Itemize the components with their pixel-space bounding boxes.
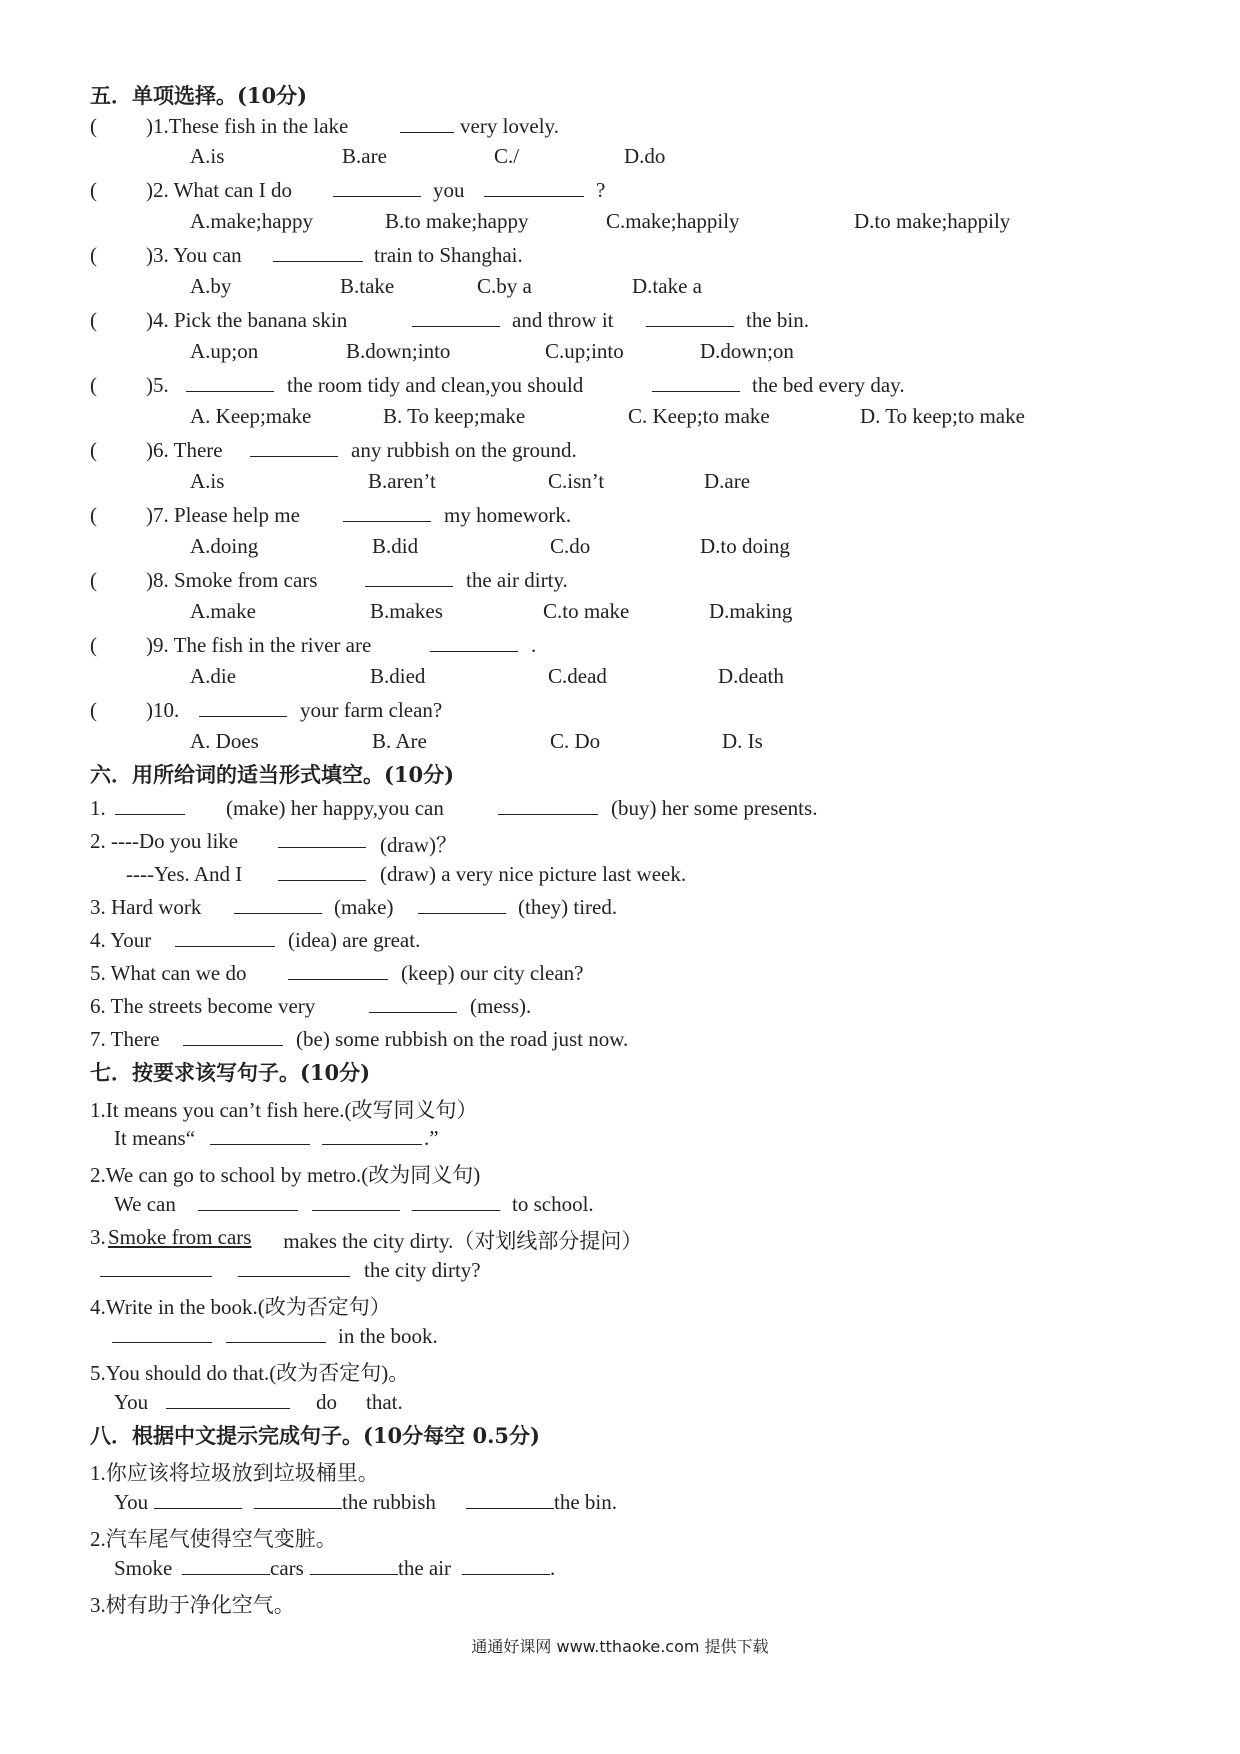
answer-paren: ( (90, 633, 97, 657)
s7-question-1: 1.It means you can’t fish here.(改写同义句） (90, 1098, 478, 1122)
section7-title: 七．按要求该写句子。(10分) (90, 1060, 371, 1085)
question-tail: the bin. (746, 308, 809, 332)
option-c: C.do (550, 534, 591, 558)
s7-question-2: 2.We can go to school by metro.(改为同义句) (90, 1163, 481, 1187)
blank (183, 1027, 283, 1046)
blank (210, 1126, 310, 1145)
s6-text: 7. There (90, 1027, 160, 1051)
blank (333, 178, 421, 197)
s7-text: It means“ (114, 1126, 196, 1150)
question-prompt: )1.These fish in the lake (146, 114, 349, 138)
question-prompt: )3. You can (146, 243, 242, 267)
answer-paren: ( (90, 568, 97, 592)
s7-question-4: 4.Write in the book.(改为否定句） (90, 1295, 391, 1319)
blank (199, 698, 287, 717)
s7-text: do (316, 1390, 337, 1414)
blank (466, 1490, 554, 1509)
s7-text: to school. (512, 1192, 594, 1216)
s6-text: (make) (334, 895, 394, 919)
option-d: D. To keep;to make (860, 404, 1025, 428)
option-d: D. Is (722, 729, 763, 753)
question-prompt: )4. Pick the banana skin (146, 308, 348, 332)
question-mid: you (433, 178, 465, 202)
question-mid: the room tidy and clean,you should (287, 373, 584, 397)
option-c: C. Keep;to make (628, 404, 770, 428)
option-d: D.down;on (700, 339, 794, 363)
s6-text: 3. Hard work (90, 895, 202, 919)
option-b: B.are (342, 144, 387, 168)
question-prompt: )10. (146, 698, 180, 722)
s6-text: (be) some rubbish on the road just now. (296, 1027, 629, 1051)
question-tail: . (531, 633, 537, 657)
question-tail: ? (596, 178, 606, 202)
s6-text: 6. The streets become very (90, 994, 316, 1018)
option-d: D.making (709, 599, 793, 623)
option-a: A.by (190, 274, 232, 298)
s6-text: 4. Your (90, 928, 152, 952)
blank (100, 1258, 212, 1277)
option-d: D.are (704, 469, 751, 493)
option-b: B.aren’t (368, 469, 436, 493)
answer-paren: ( (90, 114, 97, 138)
blank (462, 1556, 550, 1575)
s7-text: that. (366, 1390, 403, 1414)
answer-paren: ( (90, 503, 97, 527)
option-c: C.up;into (545, 339, 624, 363)
option-c: C.isn’t (548, 469, 605, 493)
question-prompt: )2. What can I do (146, 178, 292, 202)
blank (312, 1192, 400, 1211)
blank (186, 373, 274, 392)
blank (412, 1192, 500, 1211)
blank (226, 1324, 326, 1343)
s8-question-1: 1.你应该将垃圾放到垃圾桶里。 (90, 1461, 379, 1485)
blank (278, 862, 366, 881)
blank (484, 178, 584, 197)
blank (646, 308, 734, 327)
s8-text: the bin. (554, 1490, 617, 1514)
option-b: B.makes (370, 599, 443, 623)
option-a: A.die (190, 664, 237, 688)
blank (166, 1390, 290, 1409)
s6-text: (buy) her some presents. (611, 796, 818, 820)
blank (365, 568, 453, 587)
blank (288, 961, 388, 980)
section6-title: 六．用所给词的适当形式填空。(10分) (90, 762, 455, 787)
option-c: C./ (494, 144, 520, 168)
blank (412, 308, 500, 327)
option-b: B.take (340, 274, 395, 298)
s8-question-3: 3.树有助于净化空气。 (90, 1593, 295, 1617)
blank (400, 114, 454, 133)
s8-text: Smoke (114, 1556, 173, 1580)
option-a: A.is (190, 144, 225, 168)
blank (250, 438, 338, 457)
question-prompt: )9. The fish in the river are (146, 633, 372, 657)
option-b: B.to make;happy (385, 209, 529, 233)
s8-text: . (550, 1556, 556, 1580)
option-c: C.dead (548, 664, 607, 688)
blank (112, 1324, 212, 1343)
question-mid: and throw it (512, 308, 614, 332)
option-b: B.did (372, 534, 419, 558)
blank (418, 895, 506, 914)
blank (322, 1126, 422, 1145)
option-d: D.take a (632, 274, 702, 298)
option-a: A.make (190, 599, 256, 623)
blank (198, 1192, 298, 1211)
s6-text: ----Yes. And I (126, 862, 243, 886)
blank (175, 928, 275, 947)
blank (115, 796, 185, 815)
s7-text: 3. (90, 1225, 106, 1249)
s7-text: the city dirty? (364, 1258, 481, 1282)
question-prompt: )5. (146, 373, 169, 397)
answer-paren: ( (90, 698, 97, 722)
s8-text: cars (270, 1556, 304, 1580)
s7-text: We can (114, 1192, 176, 1216)
underlined-phrase: Smoke from cars (108, 1225, 252, 1249)
option-c: C.by a (477, 274, 532, 298)
question-tail: train to Shanghai. (374, 243, 523, 267)
blank (430, 633, 518, 652)
option-d: D.do (624, 144, 666, 168)
blank (343, 503, 431, 522)
option-d: D.to doing (700, 534, 790, 558)
blank (154, 1490, 242, 1509)
question-tail: very lovely. (460, 114, 559, 138)
s7-text: You (114, 1390, 149, 1414)
option-b: B. To keep;make (383, 404, 526, 428)
s6-text: (they) tired. (518, 895, 618, 919)
option-c: C.make;happily (606, 209, 740, 233)
s6-text: 1. (90, 796, 106, 820)
question-tail: the bed every day. (752, 373, 905, 397)
blank (369, 994, 457, 1013)
blank (498, 796, 598, 815)
answer-paren: ( (90, 178, 97, 202)
s8-text: the rubbish (342, 1490, 436, 1514)
s6-text: (make) her happy,you can (226, 796, 444, 820)
question-prompt: )6. There (146, 438, 223, 462)
section8-title: 八．根据中文提示完成句子。(10分每空 0.5分) (90, 1423, 540, 1448)
answer-paren: ( (90, 308, 97, 332)
s7-text: in the book. (338, 1324, 438, 1348)
option-a: A.is (190, 469, 225, 493)
answer-paren: ( (90, 438, 97, 462)
blank (273, 243, 363, 262)
s7-text: .” (424, 1126, 439, 1150)
s8-question-2: 2.汽车尾气使得空气变脏。 (90, 1527, 337, 1551)
option-a: A. Keep;make (190, 404, 312, 428)
s7-question-5: 5.You should do that.(改为否定句)。 (90, 1361, 410, 1385)
option-d: D.to make;happily (854, 209, 1011, 233)
option-d: D.death (718, 664, 784, 688)
s6-text: (idea) are great. (288, 928, 421, 952)
option-b: B.down;into (346, 339, 451, 363)
option-c: C. Do (550, 729, 601, 753)
footer-credit: 通通好课网 www.tthaoke.com 提供下载 (471, 1637, 769, 1656)
option-a: A. Does (190, 729, 259, 753)
option-a: A.doing (190, 534, 259, 558)
blank (310, 1556, 398, 1575)
s6-text: (draw) a very nice picture last week. (380, 862, 687, 886)
blank (652, 373, 740, 392)
section5-title: 五．单项选择。(10分) (90, 83, 308, 108)
blank (234, 895, 322, 914)
s8-text: the air (398, 1556, 452, 1580)
question-tail: your farm clean? (300, 698, 443, 722)
question-tail: any rubbish on the ground. (351, 438, 577, 462)
s6-text: (mess). (470, 994, 532, 1018)
s7-text: makes the city dirty.（对划线部分提问） (278, 1229, 643, 1253)
question-tail: my homework. (444, 503, 572, 527)
option-b: B.died (370, 664, 426, 688)
question-tail: the air dirty. (466, 568, 568, 592)
s6-text: (keep) our city clean? (401, 961, 584, 985)
blank (182, 1556, 270, 1575)
answer-paren: ( (90, 243, 97, 267)
option-a: A.up;on (190, 339, 259, 363)
blank (278, 829, 366, 848)
option-b: B. Are (372, 729, 427, 753)
blank (254, 1490, 342, 1509)
s6-text: (draw)？ (380, 833, 457, 857)
s6-text: 2. ----Do you like (90, 829, 239, 853)
answer-paren: ( (90, 373, 97, 397)
s8-text: You (114, 1490, 149, 1514)
s6-text: 5. What can we do (90, 961, 247, 985)
blank (238, 1258, 350, 1277)
option-a: A.make;happy (190, 209, 314, 233)
option-c: C.to make (543, 599, 630, 623)
question-prompt: )8. Smoke from cars (146, 568, 318, 592)
question-prompt: )7. Please help me (146, 503, 300, 527)
